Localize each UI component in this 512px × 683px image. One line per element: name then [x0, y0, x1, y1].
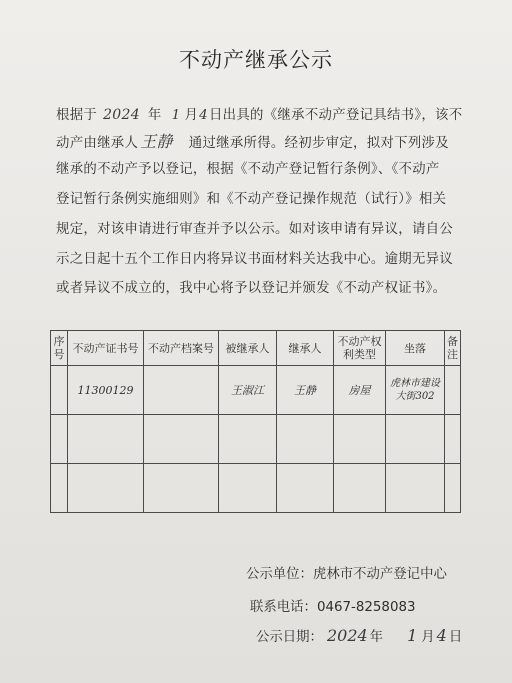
date-day-unit: 日 [448, 630, 463, 645]
cell-decedent [219, 415, 277, 464]
body-line-5: 规定，对该申请进行审查并予以公示。如对该申请有异议，请自公 [56, 222, 454, 237]
header-archive-no: 不动产档案号 [144, 331, 219, 366]
body-line-6: 示之日起十五个工作日内将异议书面材料关达我中心。逾期无异议 [56, 252, 454, 267]
handwritten-month: 1 [171, 108, 181, 123]
table-header-row [51, 331, 461, 366]
unit-value: 虎林市不动产登记中心 [312, 567, 447, 582]
phone-label: 联系电话： [250, 600, 317, 615]
header-location: 坐落 [386, 331, 445, 366]
line2-suffix: 通过继承所得。经初步审定，拟对下列涉及 [188, 136, 449, 151]
footer-phone [250, 596, 416, 615]
cell-right-type: 房屋 [334, 366, 386, 415]
phone-value: 0467-8258083 [316, 600, 416, 615]
header-decedent: 被继承人 [219, 331, 277, 366]
cell-cert-no: 11300129 [68, 366, 144, 415]
cell-remarks [445, 464, 461, 513]
header-cert-no: 不动产证书号 [68, 331, 144, 366]
header-index: 序号 [51, 331, 68, 366]
table-row [51, 464, 461, 513]
date-label: 公示日期： [256, 630, 323, 645]
cell-heir [277, 415, 334, 464]
cell-location [386, 415, 445, 464]
handwritten-heir-name: 王静 [140, 132, 173, 151]
cell-archive-no [144, 366, 219, 415]
cell-decedent: 王淑江 [219, 366, 277, 415]
body-line-7: 或者异议不成立的，我中心将予以登记并颁发《不动产权证书》。 [56, 281, 447, 296]
cell-heir: 王静 [277, 366, 334, 415]
property-table [50, 330, 461, 513]
body-line-4: 登记暂行条例实施细则》和《不动产登记操作规范（试行）》相关 [56, 192, 447, 207]
line1-suffix: 日出具的《继承不动产登记具结书》，该不 [208, 108, 463, 123]
line1-prefix: 根据于 [56, 108, 98, 123]
body-line-3: 继承的不动产予以登记，根据《不动产登记暂行条例》、《不动产 [56, 162, 440, 177]
footer-unit [246, 563, 447, 582]
cell-remarks [445, 366, 461, 415]
table-row [51, 415, 461, 464]
header-heir: 继承人 [277, 331, 334, 366]
cell-cert-no [68, 464, 144, 513]
date-month-unit: 月 [421, 630, 435, 645]
footer-date [256, 626, 462, 645]
header-remarks: 备注 [445, 331, 461, 366]
cell-right-type [334, 415, 386, 464]
cell-index [51, 415, 68, 464]
date-hand-year: 2024 [326, 626, 368, 645]
cell-remarks [445, 415, 461, 464]
body-line-2 [56, 131, 460, 155]
cell-decedent [219, 464, 277, 513]
cell-cert-no [68, 415, 144, 464]
line2-prefix: 动产由继承人 [56, 136, 139, 151]
date-hand-day: 4 [436, 626, 447, 645]
date-hand-month: 1 [407, 626, 418, 645]
cell-location [386, 464, 445, 513]
body-line-1 [56, 104, 463, 127]
line1-year-unit: 年 [147, 108, 162, 123]
cell-right-type [334, 464, 386, 513]
cell-archive-no [144, 464, 219, 513]
cell-archive-no [144, 415, 219, 464]
line1-month-unit: 月 [184, 108, 199, 123]
cell-location: 虎林市建设大街302 [386, 366, 445, 415]
cell-index [51, 366, 68, 415]
unit-label: 公示单位： [246, 567, 313, 582]
header-right-type: 不动产权利类型 [334, 331, 386, 366]
handwritten-year: 2024 [103, 107, 140, 123]
cell-index [51, 464, 68, 513]
handwritten-day: 4 [199, 108, 208, 123]
cell-heir [277, 464, 334, 513]
table-row [51, 366, 461, 415]
date-year-unit: 年 [369, 630, 384, 645]
notice-title: 不动产继承公示 [179, 48, 333, 72]
